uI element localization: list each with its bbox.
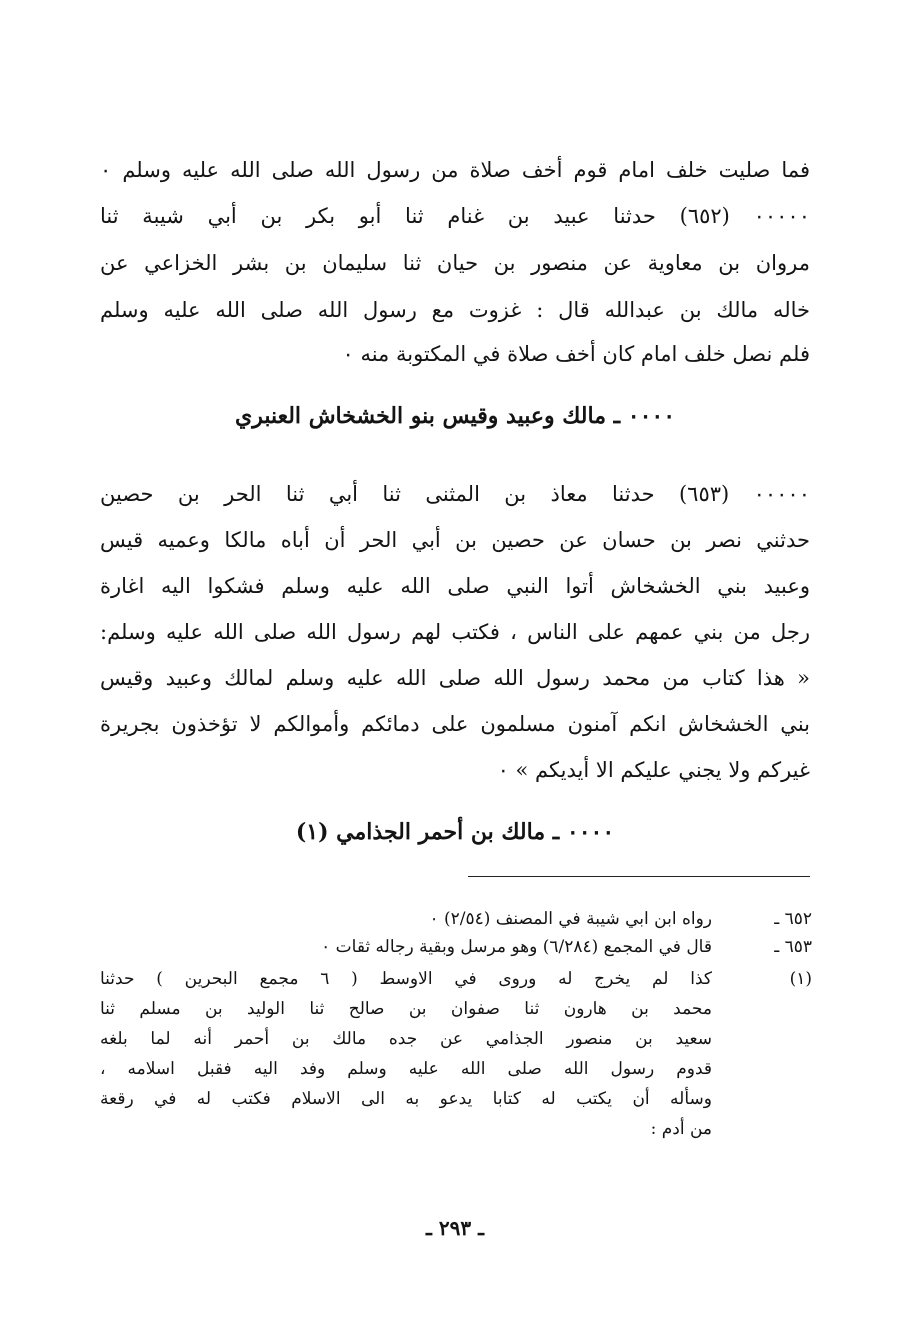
text-line: ٠٠٠٠٠ (٦٥٣) حدثنا معاذ بن المثنى ثنا أبي ثنا الحر بن حصين — [100, 482, 810, 506]
text-line: رجل من بني عمهم على الناس ، فكتب لهم رسول الله صلى الله عليه وسلم: — [100, 620, 810, 644]
footnote-label: ٦٥٣ ـ — [774, 937, 812, 957]
text-line: « هذا كتاب من محمد رسول الله صلى الله عليه وسلم لمالك وعبيد وقيس — [100, 666, 810, 690]
text-line: غيركم ولا يجني عليكم الا أيديكم » ٠ — [497, 758, 810, 782]
page-number: ـ ٢٩٣ ـ — [426, 1216, 484, 1240]
text-line: مروان بن معاوية عن منصور بن حيان ثنا سليمان بن بشر الخزاعي عن — [100, 251, 810, 275]
section-heading: ٠٠٠٠ ـ مالك بن أحمر الجذامي (١) — [295, 819, 615, 845]
text-line: حدثني نصر بن حسان عن حصين بن أبي الحر أن أباه مالكا وعميه قيس — [100, 528, 810, 552]
text-line: فلم نصل خلف امام كان أخف صلاة في المكتوبة منه ٠ — [342, 342, 810, 366]
section-heading: ٠٠٠٠ ـ مالك وعبيد وقيس بنو الخشخاش العنبري — [234, 403, 676, 429]
footnote-line: سعيد بن منصور الجذامي عن جده مالك بن أحمر أنه لما بلغه — [100, 1029, 712, 1049]
footnote-line: قدوم رسول الله صلى الله عليه وسلم وفد اليه فقبل اسلامه ، — [100, 1059, 712, 1079]
footnote-separator — [468, 876, 810, 877]
text-line: فما صليت خلف امام قوم أخف صلاة من رسول الله صلى الله عليه وسلم ٠ — [100, 158, 810, 182]
footnote-line: قال في المجمع (٦/٢٨٤) وهو مرسل وبقية رجاله ثقات ٠ — [321, 937, 712, 957]
footnote-label: ٦٥٢ ـ — [774, 909, 812, 929]
footnote-line: من أدم : — [650, 1119, 712, 1139]
footnote-line: وسأله أن يكتب له كتابا يدعو به الى الاسلام فكتب له في رقعة — [100, 1089, 712, 1109]
footnote-label: (١) — [789, 969, 812, 989]
text-line: بني الخشخاش انكم آمنون مسلمون على دمائكم وأموالكم لا تؤخذون بجريرة — [100, 712, 810, 736]
footnote-line: محمد بن هارون ثنا صفوان بن صالح ثنا الوليد بن مسلم ثنا — [100, 999, 712, 1019]
footnote-line: كذا لم يخرج له وروى في الاوسط ( ٦ مجمع البحرين ) حدثنا — [100, 969, 712, 989]
text-line: وعبيد بني الخشخاش أتوا النبي صلى الله عليه وسلم فشكوا اليه اغارة — [100, 574, 810, 598]
text-line: ٠٠٠٠٠ (٦٥٢) حدثنا عبيد بن غنام ثنا أبو بكر بن أبي شيبة ثنا — [100, 204, 810, 228]
text-line: خاله مالك بن عبدالله قال : غزوت مع رسول الله صلى الله عليه وسلم — [100, 298, 810, 322]
footnote-line: رواه ابن ابي شيبة في المصنف (٢/٥٤) ٠ — [429, 909, 712, 929]
